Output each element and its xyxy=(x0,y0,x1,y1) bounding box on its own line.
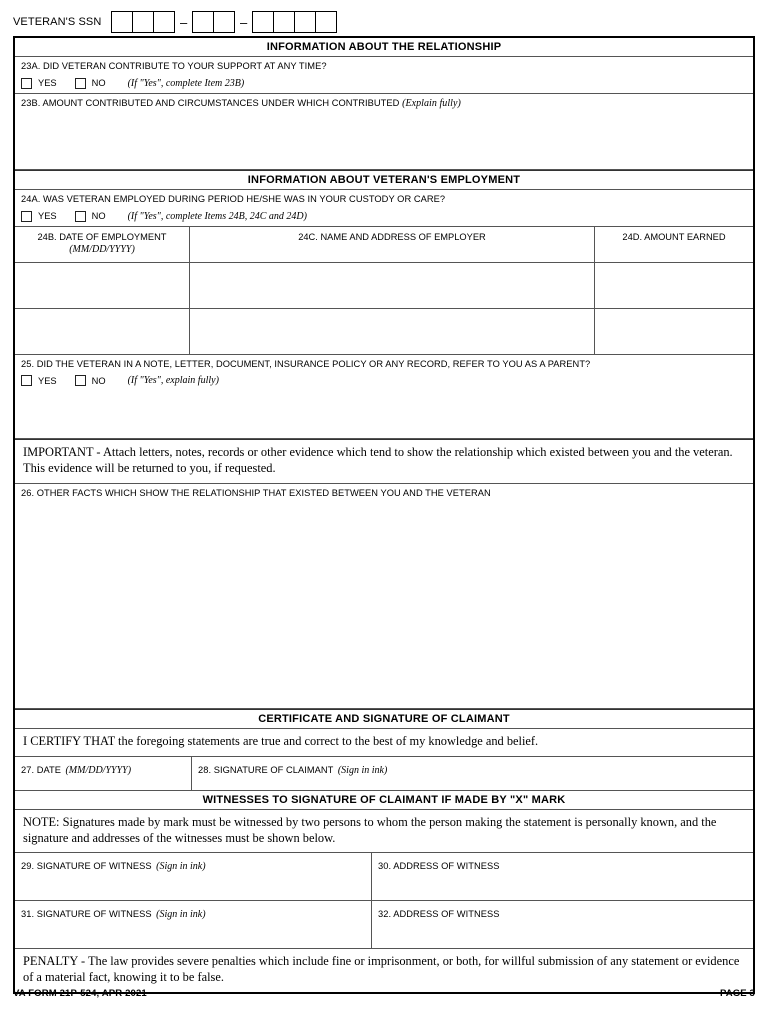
claimant-signature-row xyxy=(15,757,753,791)
employment-cell-date[interactable] xyxy=(15,309,190,354)
item-23b-hint: (Explain fully) xyxy=(402,97,461,109)
form-body xyxy=(13,36,755,994)
item-23a-no-label: NO xyxy=(91,78,106,89)
section-header-certificate: CERTIFICATE AND SIGNATURE OF CLAIMANT xyxy=(15,709,753,729)
ssn-digit-box[interactable] xyxy=(153,11,175,33)
item-25-entry-area[interactable] xyxy=(21,387,748,435)
item-32-label: 32. ADDRESS OF WITNESS xyxy=(378,909,500,920)
section-header-employment: INFORMATION ABOUT VETERAN'S EMPLOYMENT xyxy=(15,170,753,190)
item-31-label: 31. SIGNATURE OF WITNESS xyxy=(21,909,152,920)
ssn-group-2 xyxy=(192,11,235,33)
page-footer xyxy=(13,988,755,999)
employment-col-header-date xyxy=(15,227,190,262)
item-25-hint: (If "Yes", explain fully) xyxy=(127,375,219,387)
ssn-digit-box[interactable] xyxy=(315,11,337,33)
item-27-label: 27. DATE xyxy=(21,764,62,775)
item-29-label: 29. SIGNATURE OF WITNESS xyxy=(21,861,152,872)
item-25-yes-checkbox[interactable] xyxy=(21,375,32,386)
form-id-label: VA FORM 21P-524, APR 2021 xyxy=(13,988,147,999)
item-26-label: 26. OTHER FACTS WHICH SHOW THE RELATIONSHIP THAT EXISTED BETWEEN YOU AND THE VETERAN xyxy=(21,487,491,498)
ssn-digit-box[interactable] xyxy=(252,11,274,33)
item-24a-no-label: NO xyxy=(91,211,106,222)
employment-cell-amount[interactable] xyxy=(595,309,753,354)
item-23a-question: 23A. DID VETERAN CONTRIBUTE TO YOUR SUPPORT AT ANY TIME? xyxy=(21,61,327,71)
item-26 xyxy=(15,484,753,710)
employment-col-header-amount: 24D. AMOUNT EARNED xyxy=(622,231,726,242)
penalty-note: PENALTY - The law provides severe penalties which include fine or imprisonment, or both, for willful submission of any statement or evidence of a material fact, knowing it to be false. xyxy=(23,954,740,985)
employment-table-header xyxy=(15,227,753,263)
item-23b-entry-area[interactable] xyxy=(21,110,748,166)
ssn-digit-box[interactable] xyxy=(294,11,316,33)
witness-note: NOTE: Signatures made by mark must be witnessed by two persons to whom the person making the statement is personally known, and the signature and addresses of the witnesses must be shown below. xyxy=(15,810,753,854)
item-23b-label-row xyxy=(21,97,748,111)
item-23b[interactable] xyxy=(15,94,753,171)
item-25 xyxy=(15,355,753,440)
employment-col-header-employer: 24C. NAME AND ADDRESS OF EMPLOYER xyxy=(190,227,595,262)
item-24a-yes-checkbox[interactable] xyxy=(21,211,32,222)
item-24a-no-checkbox[interactable] xyxy=(75,211,86,222)
item-25-answer-group xyxy=(21,375,748,386)
section-header-relationship: INFORMATION ABOUT THE RELATIONSHIP xyxy=(15,38,753,57)
item-31[interactable] xyxy=(15,901,372,948)
item-23a-no-checkbox[interactable] xyxy=(75,78,86,89)
item-24a-yes-label: YES xyxy=(38,211,57,222)
employment-table-row xyxy=(15,309,753,355)
item-23b-label: 23B. AMOUNT CONTRIBUTED AND CIRCUMSTANCES UNDER WHICH CONTRIBUTED xyxy=(21,97,400,108)
witness-row-1 xyxy=(15,853,753,901)
veteran-ssn-field xyxy=(13,8,755,36)
witness-row-2 xyxy=(15,901,753,949)
item-24a-question: 24A. WAS VETERAN EMPLOYED DURING PERIOD HE/SHE WAS IN YOUR CUSTODY OR CARE? xyxy=(21,194,446,205)
employment-col-header-date-format: (MM/DD/YYYY) xyxy=(69,244,135,256)
item-32[interactable] xyxy=(372,901,753,948)
page-number-label: PAGE 3 xyxy=(719,988,755,999)
employment-cell-date[interactable] xyxy=(15,263,190,308)
employment-cell-employer[interactable] xyxy=(190,263,595,308)
item-23a-yes-label: YES xyxy=(38,78,57,89)
certify-statement: I CERTIFY THAT the foregoing statements are true and correct to the best of my knowledge and belief. xyxy=(15,729,753,757)
item-27[interactable] xyxy=(15,757,192,790)
employment-cell-amount[interactable] xyxy=(595,263,753,308)
item-28[interactable] xyxy=(192,757,753,790)
item-25-yes-label: YES xyxy=(38,375,57,386)
item-28-label: 28. SIGNATURE OF CLAIMANT xyxy=(198,764,334,775)
item-23a-hint: (If "Yes", complete Item 23B) xyxy=(127,77,245,89)
ssn-separator-dash: – xyxy=(240,14,248,30)
item-25-no-label: NO xyxy=(91,375,106,386)
item-23a xyxy=(15,57,753,94)
employment-cell-employer[interactable] xyxy=(190,309,595,354)
item-24a-hint: (If "Yes", complete Items 24B, 24C and 24D) xyxy=(127,210,307,222)
ssn-group-3 xyxy=(252,11,336,33)
item-26-entry-area[interactable] xyxy=(21,499,748,705)
ssn-group-1 xyxy=(111,11,175,33)
item-27-hint: (MM/DD/YYYY) xyxy=(65,764,132,776)
ssn-digit-box[interactable] xyxy=(213,11,235,33)
veteran-ssn-label: VETERAN'S SSN xyxy=(13,16,102,28)
ssn-digit-box[interactable] xyxy=(273,11,295,33)
item-25-question: 25. DID THE VETERAN IN A NOTE, LETTER, DOCUMENT, INSURANCE POLICY OR ANY RECORD, REFER TO YOU AS A PARENT? xyxy=(21,358,591,369)
item-28-hint: (Sign in ink) xyxy=(337,764,388,776)
item-23a-answer-group xyxy=(21,78,748,89)
employment-table-row xyxy=(15,263,753,309)
item-29-hint: (Sign in ink) xyxy=(156,861,206,873)
item-29[interactable] xyxy=(15,853,372,900)
ssn-separator-dash: – xyxy=(180,14,188,30)
item-25-no-checkbox[interactable] xyxy=(75,375,86,386)
item-30[interactable] xyxy=(372,853,753,900)
section-header-witnesses: WITNESSES TO SIGNATURE OF CLAIMANT IF MADE BY "X" MARK xyxy=(15,791,753,810)
item-24a-answer-group xyxy=(21,211,748,222)
ssn-digit-box[interactable] xyxy=(111,11,133,33)
employment-col-header-date-text: 24B. DATE OF EMPLOYMENT xyxy=(37,231,167,242)
ssn-digit-box[interactable] xyxy=(132,11,154,33)
ssn-digit-box[interactable] xyxy=(192,11,214,33)
item-30-label: 30. ADDRESS OF WITNESS xyxy=(378,861,500,872)
important-note: IMPORTANT - Attach letters, notes, records or other evidence which tend to show the relationship which existed between you and the veteran. This evidence will be returned to you, if requested. xyxy=(15,439,753,484)
item-31-hint: (Sign in ink) xyxy=(156,909,206,921)
item-23a-yes-checkbox[interactable] xyxy=(21,78,32,89)
item-24a xyxy=(15,190,753,227)
